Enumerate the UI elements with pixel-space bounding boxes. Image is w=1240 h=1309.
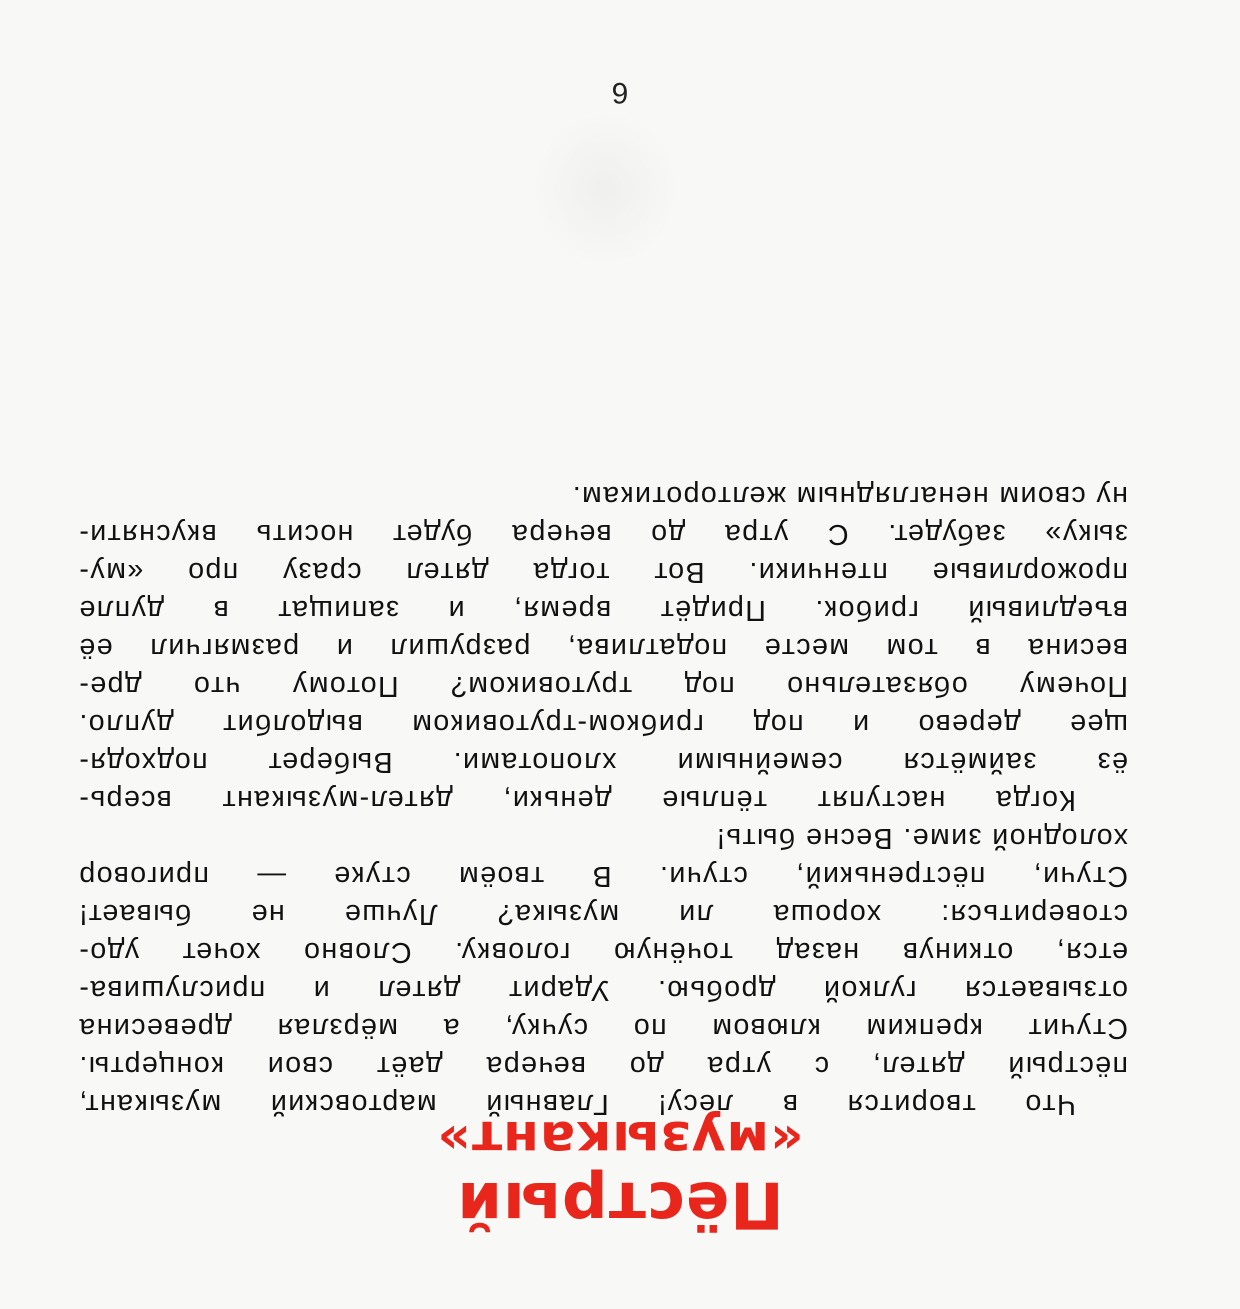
text-line: ну своим ненаглядным желторотикам. [571,480,1128,512]
text-line: щее дерево и под грибком-трутовиком выдолбит дупло. [78,708,1128,740]
page-number: 6 [611,76,629,109]
text-line: отзывается гулкой дробью. Ударит дятел и прислушива- [78,974,1128,1006]
faint-bleed-through-illustration [530,109,680,269]
text-line: Стучит крепким клювом по сучку, а мёрзлая древесина [78,1012,1128,1044]
page-title-line-1: Пёстрый [456,1167,784,1241]
text-line: Почему обязательно под трутовиком? Потому что дре- [78,670,1128,702]
text-line: пёстрый дятел, с утра до вечера даёт свои концерты. [78,1050,1128,1082]
text-line: Когда наступят тёплые деньки, дятел-музыкант всерь- [78,784,1076,816]
text-line: ется, откинув назад точёную головку. Словно хочет удо- [78,936,1128,968]
text-line: Что творится в лесу! Главный мартовский музыкант, [78,1088,1076,1120]
body-text [78,477,1128,1123]
text-line: холодной зиме. Весне быть! [715,822,1128,854]
text-line: весина в том месте податлива, разрушил и размягчил её [78,632,1128,664]
text-line: прожорливые птенчики. Вот тогда дятел сразу про «му- [78,556,1128,588]
text-line: въедливый грибок. Придёт время, и запищат в дупле [78,594,1128,626]
page-title-line-2: «музыкант» [436,1109,804,1169]
text-line: ёз займётся семейными хлопотами. Выберет подходя- [78,746,1128,778]
text-line: стовериться: хороша ли музыка? Лучше не бывает! [78,898,1128,930]
text-line: Стучи, пёстренький, стучи. В твоём стуке — приговор [78,860,1128,892]
text-line: зыку» забудет. С утра до вечера будет носить вкусняти- [78,518,1128,550]
